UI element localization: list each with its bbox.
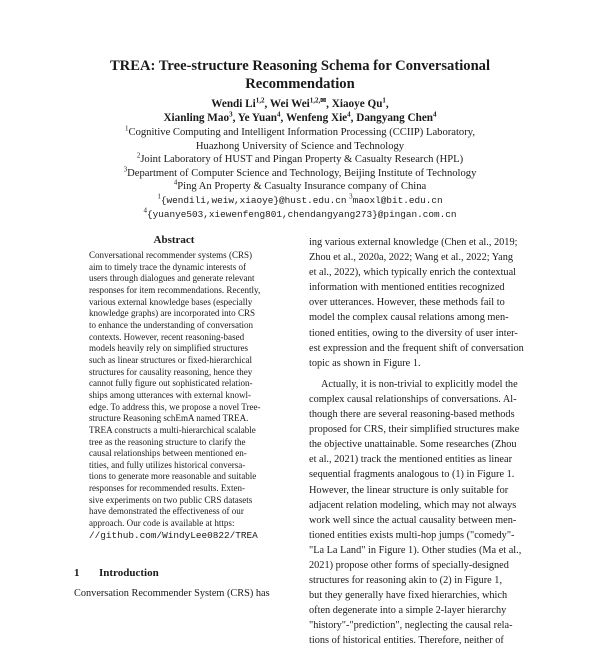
paragraph: [309, 377, 529, 649]
affiliation: [60, 140, 540, 154]
body-line: model the complex causal relations among men-: [309, 312, 509, 324]
author-line-1: Wendi Li$^{1,2}$, Wei Wei$^{1,2,✉}$, Xiaoye Qu$^1$,: [211, 96, 389, 110]
email-line: [60, 208, 540, 222]
author-affil-sup: 3: [229, 110, 233, 119]
abstract-line: such as linear structures or fixed-hierarchical: [89, 354, 253, 365]
body-line: structures for reasoning akin to (2) in Figure 1,: [309, 575, 503, 587]
author-affil-sup: 4: [433, 110, 437, 119]
affiliations: [60, 126, 540, 221]
abstract-line: to enhance the understanding of conversation: [89, 319, 254, 330]
body-line: tioned entities, owing to the diversity of user inter-: [309, 327, 518, 339]
email-link[interactable]: maoxl@bit.edu.cn: [352, 194, 443, 206]
abstract-line: models heavily rely on simplified structures: [89, 343, 249, 354]
abstract-line: ships among utterances with external knowl-: [89, 389, 252, 400]
author-affil-sup: 1,2: [255, 96, 265, 105]
body-line: "La La Land" in Figure 1). Other studies (Ma et al.,: [309, 544, 522, 556]
abstract-line: TREA constructs a multi-hierarchical scalable: [89, 424, 256, 435]
affil-sup: 2: [136, 151, 141, 160]
affil-text: Joint Laboratory of HUST and Pingan Property & Casualty Research (HPL): [140, 154, 464, 166]
affil-sup: 1: [125, 124, 129, 133]
abstract-line: knowledge graphs) are incorporated into CRS: [89, 308, 256, 319]
email-link[interactable]: {yuanye503,xiewenfeng801,chendangyang273}@pingan.com.cn: [147, 208, 457, 220]
abstract-line: tree as the reasoning structure to clarify the: [89, 436, 246, 447]
affiliation: [60, 126, 540, 140]
author-affil-sup: 1: [382, 96, 386, 105]
email-sup: 3: [349, 192, 353, 201]
abstract-heading: Abstract: [153, 234, 195, 246]
abstract-line: have demonstrated the effectiveness of our: [89, 506, 244, 517]
email-sup: 1: [157, 192, 161, 201]
abstract-line: sive experiments on two public CRS datasets: [89, 494, 253, 505]
affiliation: [60, 180, 540, 194]
right-column: [309, 235, 529, 649]
body-line: "history"-"prediction", neglecting the causal rela-: [309, 620, 513, 632]
section-heading-introduction: [74, 566, 274, 580]
affil-sup: 4: [173, 178, 178, 187]
email-link[interactable]: {wendili,weiw,xiaoye}@hust.edu.cn: [160, 194, 347, 206]
abstract-line: causal relationships between mentioned en-: [89, 448, 247, 459]
code-url-link[interactable]: //github.com/WindyLee0822/TREA: [89, 529, 258, 541]
author-name: Xianling Mao: [163, 112, 230, 124]
affil-sup: 3: [123, 165, 128, 174]
body-line: but they generally have fixed hierarchies, which: [309, 590, 508, 602]
intro-line: Conversation Recommender System (CRS) has: [74, 588, 270, 599]
body-line: information with mentioned entities recognized: [309, 282, 505, 294]
body-line: Actually, it is non-trivial to explicitly model the: [321, 378, 518, 390]
abstract-line: tities, and fully utilizes historical conversa-: [89, 459, 246, 470]
abstract-line: aim to timely trace the dynamic interests of: [89, 261, 247, 272]
abstract-body: [89, 250, 275, 541]
author-name: Wendi Li: [211, 98, 256, 110]
abstract-line: structures for causality reasoning, hence they: [89, 366, 253, 377]
body-line: topic as shown in Figure 1.: [309, 357, 421, 369]
body-line: tions of historical entities. Therefore, neither of: [309, 635, 504, 647]
author-name: Xiaoye Qu: [331, 98, 383, 110]
body-line: sequential fragments analogous to (1) in Figure 1.: [309, 469, 515, 481]
abstract-line: contexts. However, recent reasoning-based: [89, 331, 245, 342]
section-title: Introduction: [99, 567, 159, 579]
introduction-body: [74, 586, 274, 601]
body-line: though there are several reasoning-based methods: [309, 409, 515, 421]
affil-text: Department of Computer Science and Technology, Beijing Institute of Technology: [127, 167, 477, 179]
affil-text: Ping An Property & Casualty Insurance company of China: [177, 181, 427, 193]
title-line-1: TREA: Tree-structure Reasoning Schema for Conversational: [109, 58, 491, 74]
body-line: over utterances. However, these methods fail to: [309, 297, 505, 309]
email-line: [60, 194, 540, 208]
body-line: often degenerate into a simple 2-layer hierarchy: [309, 605, 507, 617]
abstract-line: users through dialogues and generate relevant: [89, 273, 255, 284]
abstract-line: approach. Our code is available at https:: [89, 518, 235, 529]
body-line: adjacent relation modeling, which may not always: [309, 499, 517, 511]
author-list: [60, 97, 540, 125]
paragraph: [309, 235, 529, 371]
body-line: et al., 2022), which typically enrich the contextual: [309, 267, 517, 279]
body-line: 2021) propose other forms of specially-designed: [309, 559, 509, 571]
body-line: work well since the actual causality between men-: [309, 514, 517, 526]
abstract-line: Conversational recommender systems (CRS): [89, 250, 253, 260]
author-name: Ye Yuan: [237, 112, 278, 124]
body-line: ing various external knowledge (Chen et al., 2019;: [309, 237, 518, 248]
affiliation: [60, 153, 540, 167]
author-name: Wei Wei: [269, 98, 310, 110]
body-line: proposed for CRS, their simplified structures make: [309, 424, 520, 436]
abstract-line: edge. To address this, we propose a novel Tree-: [89, 401, 261, 412]
abstract-line: tions to generate more reasonable and suitable: [89, 471, 257, 482]
abstract-line: responses for item recommendations. Recently,: [89, 284, 261, 295]
affil-text: Cognitive Computing and Intelligent Information Processing (CCIIP) Laboratory,: [128, 127, 475, 138]
section-number: 1: [74, 567, 80, 579]
body-line: tioned entities exists multi-hop jumps ("comedy"-: [309, 529, 515, 541]
affiliation: [60, 167, 540, 181]
body-line: Zhou et al., 2020a, 2022; Wang et al., 2022; Yang: [309, 252, 514, 264]
paper-title: [60, 57, 540, 93]
body-line: However, the linear structure is only suitable for: [309, 484, 509, 496]
body-line: est expression and the frequent shift of conversation: [309, 342, 524, 354]
author-affil-sup: 1,2,✉: [309, 96, 327, 105]
body-line: et al., 2021) track the mentioned entities as linear: [309, 454, 513, 466]
author-name: Wenfeng Xie: [285, 112, 348, 124]
author-name: Dangyang Chen: [356, 112, 434, 124]
email-sup: 4: [143, 206, 148, 215]
title-line-2: Recommendation: [245, 76, 355, 92]
author-line-2: Xianling Mao$^3$, Ye Yuan$^4$, Wenfeng Xie$^4$, Dangyang Chen$^4$: [163, 110, 437, 124]
affil-text: Huazhong University of Science and Technology: [195, 140, 405, 152]
author-affil-sup: 4: [277, 110, 281, 119]
abstract-line: structure Reasoning schEmA named TREA.: [89, 413, 249, 424]
abstract-line: cannot fully figure out sophisticated relation-: [89, 378, 253, 389]
abstract-line: responses for recommended results. Exten-: [89, 483, 246, 494]
author-affil-sup: 4: [347, 110, 351, 119]
abstract-line: various external knowledge bases (especially: [89, 296, 253, 307]
body-line: complex causal relationships of conversations. Al-: [309, 393, 517, 405]
body-line: the objective unattainable. Some researches (Zhou: [309, 439, 517, 451]
